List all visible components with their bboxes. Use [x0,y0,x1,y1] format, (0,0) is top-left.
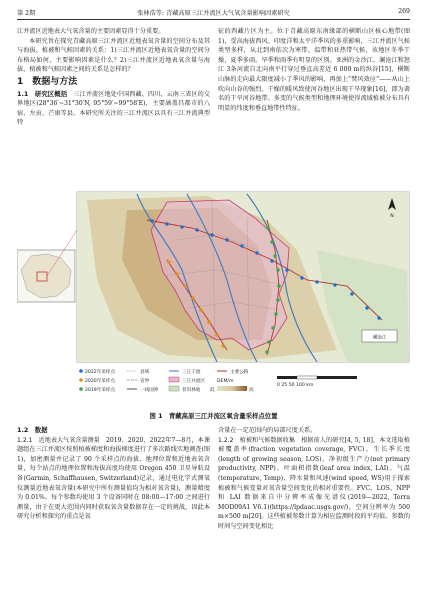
left-column-bottom [17,426,210,522]
legend-label-2019: 2019年采样点 [85,388,116,393]
legend-dem-ramp [217,386,247,391]
legend-study-area-swatch [169,377,179,382]
figure-legend [79,368,357,393]
subsection-text: 2019、2020、2022年7—8月，本课题组在三江并流区按照植被梯度和海拔梯度进行了多次路线实地调查(图 1)，加密测量并记录了 90 个采样点的海拔、地理位置和近地表氧含量，每个站点的地理位置和海拔高度均使用 Oregon 450 卫星导航设备(Garmin, Schaffhausen, Switzerland)记录，通过电化学式测氧仪测量近地表氧含量(本研究中所有测量值均为相对氧含量)，测量精度为 0.01%。每个参数均使用 3 个设备同时在 08:00—17:00 之间进行测量，由于在更大范围内同时获取氧含量数据存在一定的挑战，因此本研究分析和探究的重点是氧 [17,436,210,521]
sample-point [350,292,353,295]
sample-point [277,284,280,287]
subsection-heading: 1.1 研究区概括 [17,89,68,98]
figure-caption: 图 1 青藏高原三江并流区氧含量采样点位置 [149,412,278,420]
sample-point [276,298,279,301]
sample-point [276,268,279,271]
legend-dem-low: 低 [210,388,215,393]
sample-point [271,326,274,329]
page-number: 269 [398,8,410,15]
scale-bar [277,376,357,388]
legend-marker-2019 [79,387,83,391]
sample-point [221,344,224,347]
paragraph [218,436,410,532]
sample-point [225,238,228,241]
paragraph: 江并流区近地表大气氧含量的主要因素显得十分重要。 [17,28,165,35]
running-title: 张林浩等: 青藏高原三江并流区大气氧含量影响因素研究 [137,10,290,17]
sample-point [180,225,183,228]
paragraph: 含量在一定范围内的局部尺度关系。 [218,427,317,434]
legend-marker-2020 [79,378,83,382]
subsection-heading: 1.2 数据 [17,426,48,434]
sample-point [207,320,210,323]
sample-point [333,283,336,286]
legend-dem-title: DEM/m [217,379,234,384]
paragraph [17,436,210,522]
header-rule [17,19,410,20]
subsection-text: 根据前人的研究[4, 5, 18]，本文选取植被覆盖率(fraction vegetation coverage, FVC)、生长季长度(length of growing season, LOS)、净初级生产力(net primary productivity, NPP)、叶面积指数(leaf area index, LAI)、气温(temperature, Temp)、降水量和风速(wind speed, WS)用于探索植被和气候变量对氧含量空间变化的相对重要性。FVC、LOS、NPP和 LAI 数据来自中分辨率成像光谱仪(2019—2022, Terra MOD09A1 V6.1)(https://lpdaac.usgs.gov/)，空间分辨率为 500 m×500 m[20]。这些植被参数计算为相应监测时段的平均值。参数的时间与空间变化相比 [218,436,410,530]
scale-label: 0 25 50 100 km [277,383,314,388]
right-column-bottom [218,426,410,532]
sample-point [377,316,380,319]
paragraph: 征的西藏片区为主。位于青藏高原东南缘部的横断山区核心地带(图 1)，受高海拔西风、印度洋和太平洋季风的多重影响，三江并流区气候类型多样，从北到南依次为寒带、温带和亚热带气候，该地区冬季干燥，夏季多雨。旱季和雨季有明显的区别。亚洲的金沙江、澜沧江和怒江 3条河流自北向南平行穿过垂直高差近 6 000 m的纵谷[15]，横断山脉的走向最大限度减小了季风的影响，再加上“焚风效应”——从山上吹向山谷的强烈、干燥的暖风致使河谷地区出现干旱现象[16]，即为著名的干旱河谷地带。多变的气候类型和地理环境使得流域植被分布具有明显的纬度和垂直地带性特征。 [218,28,410,112]
sample-point [191,296,194,299]
legend-label-study-area: 三江并流区 [182,379,205,384]
section-heading: 1 数据与方法 [17,76,78,87]
paragraph [17,90,210,128]
sample-point [195,228,198,231]
sample-point [270,240,273,243]
running-header [17,4,410,18]
study-area-figure [17,190,410,400]
sample-point [167,260,170,263]
legend-label-2022: 2022年采样点 [85,370,116,375]
sample-point [183,284,186,287]
subsubsection-heading: 1.2.1 近地表大气氧含量测量 [17,436,100,444]
legend-label-2020: 2020年采样点 [85,379,116,384]
sample-point [267,340,270,343]
sample-point [300,276,303,279]
sample-point [270,259,273,262]
legend-marker-2022 [79,369,83,373]
legend-label-puer: 普洱林地 [182,388,201,393]
paragraph: 本研究旨在探究青藏高原三江并流区近地表氧含量的空间分布及其与海拔、植被和气候因素的关系：1)三江并流区近地表氧含量的空间分布格局如何，主要影响因素是什么？2)三江并流区近地表氧含量与海拔、植被和气候因素之间的关系是怎样的？ [17,37,210,74]
sample-point [175,272,178,275]
legend-puer-swatch [169,386,179,391]
subsection-text: 三江并流区地处中国西藏、四川、云南三省区的交界地区(28°36′~31°30′N, 95°59′~99°58′E)，主要涵盖昌都市的八宿、左贡、芒康等县。本研究所关注的三江并流区以具有三江并流典型特 [17,90,210,127]
sample-point [266,226,269,229]
legend-label-national: 一线国界 [140,388,159,393]
right-column-top [218,27,410,113]
map-figure-svg [17,190,410,400]
sample-point [274,312,277,315]
inset-label: 澜沧江 [372,335,387,341]
sample-point [215,333,218,336]
sample-point [255,251,258,254]
sample-point [285,268,288,271]
sample-point [199,308,202,311]
sample-point [210,233,213,236]
legend-dem-high: 高 [249,388,254,393]
subsubsection-heading: 1.2.2 植被和气候数据收集 [218,436,295,444]
legend-label-road: 主要公路 [230,370,249,375]
issue-number: 第 2期 [17,10,36,17]
sample-point [240,244,243,247]
legend-label-river: 三江干流 [182,370,201,375]
svg-text:N: N [390,214,394,219]
sample-point [273,254,276,257]
legend-label-province: 省界 [140,379,150,384]
sample-point [315,280,318,283]
sample-point [150,219,153,222]
sample-point [165,222,168,225]
sample-point [265,350,268,353]
sample-point [365,306,368,309]
left-column-top [17,27,210,128]
legend-label-county: 县域 [140,370,150,375]
